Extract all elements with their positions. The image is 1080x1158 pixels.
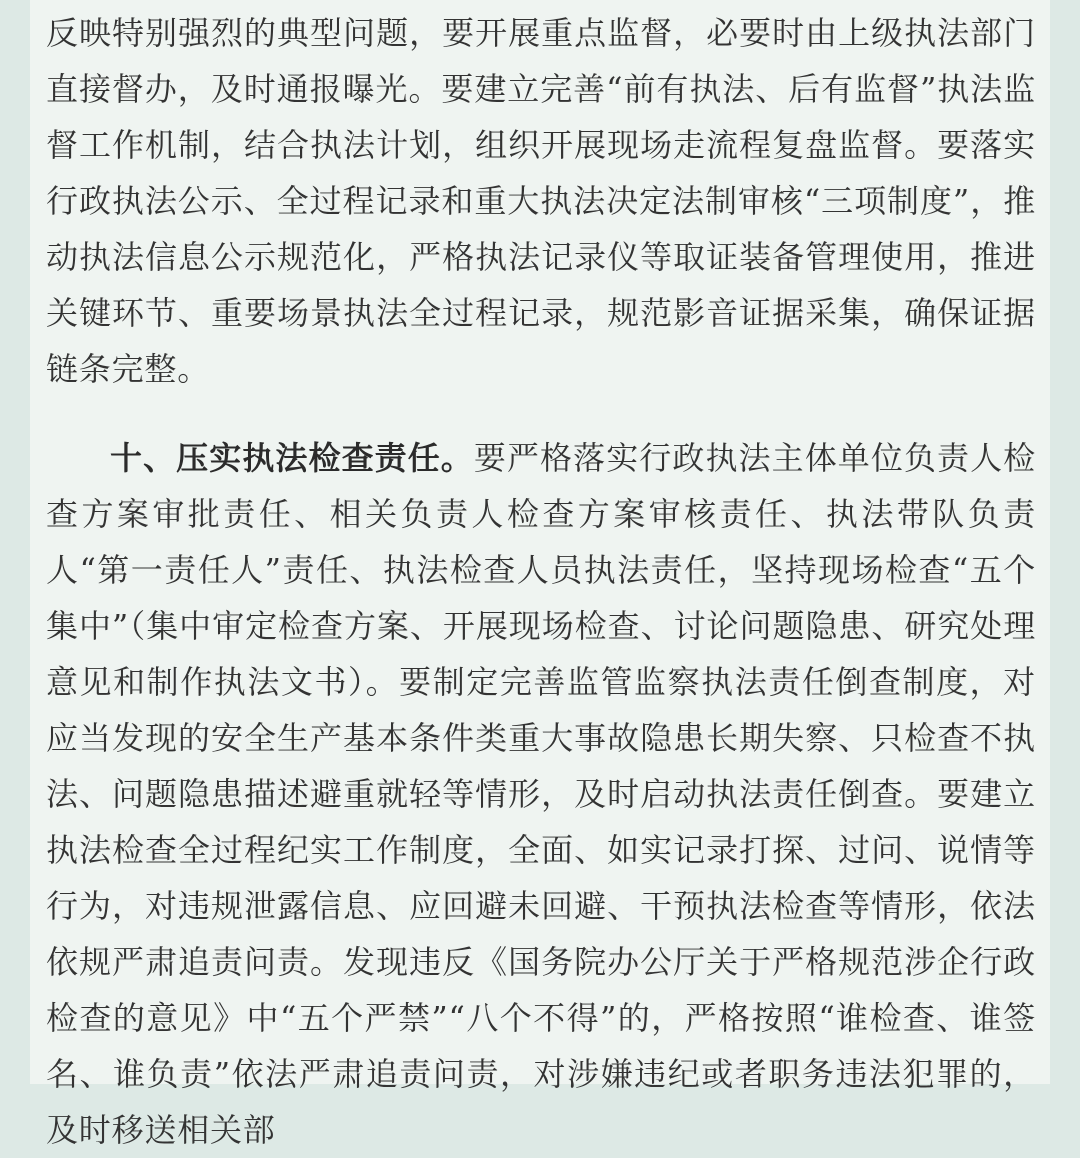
section-heading: 十、压实执法检查责任。 bbox=[110, 439, 474, 477]
article-page bbox=[30, 0, 1050, 1149]
paragraph-text: 要严格落实行政执法主体单位负责人检查方案审批责任、相关负责人检查方案审核责任、执法带队负责人“第一责任人”责任、执法检查人员执法责任，坚持现场检查“五个集中”（集中审定检查方案、开展现场检查、讨论问题隐患、研究处理意见和制作执法文书）。要制定完善监管监察执法责任倒查制度，对应当发现的安全生产基本条件类重大事故隐患长期失察、只检查不执法、问题隐患描述避重就轻等情形，及时启动执法责任倒查。要建立执法检查全过程纪实工作制度，全面、如实记录打探、过问、说情等行为，对违规泄露信息、应回避未回避、干预执法检查等情形，依法依规严肃追责问责。发现违反《国务院办公厅关于严格规范涉企行政检查的意见》中“五个严禁”“八个不得”的，严格按照“谁检查、谁签名、谁负责”依法严肃追责问责，对涉嫌违纪或者职务违法犯罪的，及时移送相关部 bbox=[46, 439, 1036, 1149]
paragraph-section-ten bbox=[46, 430, 1036, 1158]
paragraph-text: 反映特别强烈的典型问题，要开展重点监督，必要时由上级执法部门直接督办，及时通报曝光。要建立完善“前有执法、后有监督”执法监督工作机制，结合执法计划，组织开展现场走流程复盘监督。要落实行政执法公示、全过程记录和重大执法决定法制审核“三项制度”，推动执法信息公示规范化，严格执法记录仪等取证装备管理使用，推进关键环节、重要场景执法全过程记录，规范影音证据采集，确保证据链条完整。 bbox=[46, 14, 1036, 388]
paragraph-supervision bbox=[46, 5, 1036, 397]
article-body bbox=[46, 0, 1036, 1158]
